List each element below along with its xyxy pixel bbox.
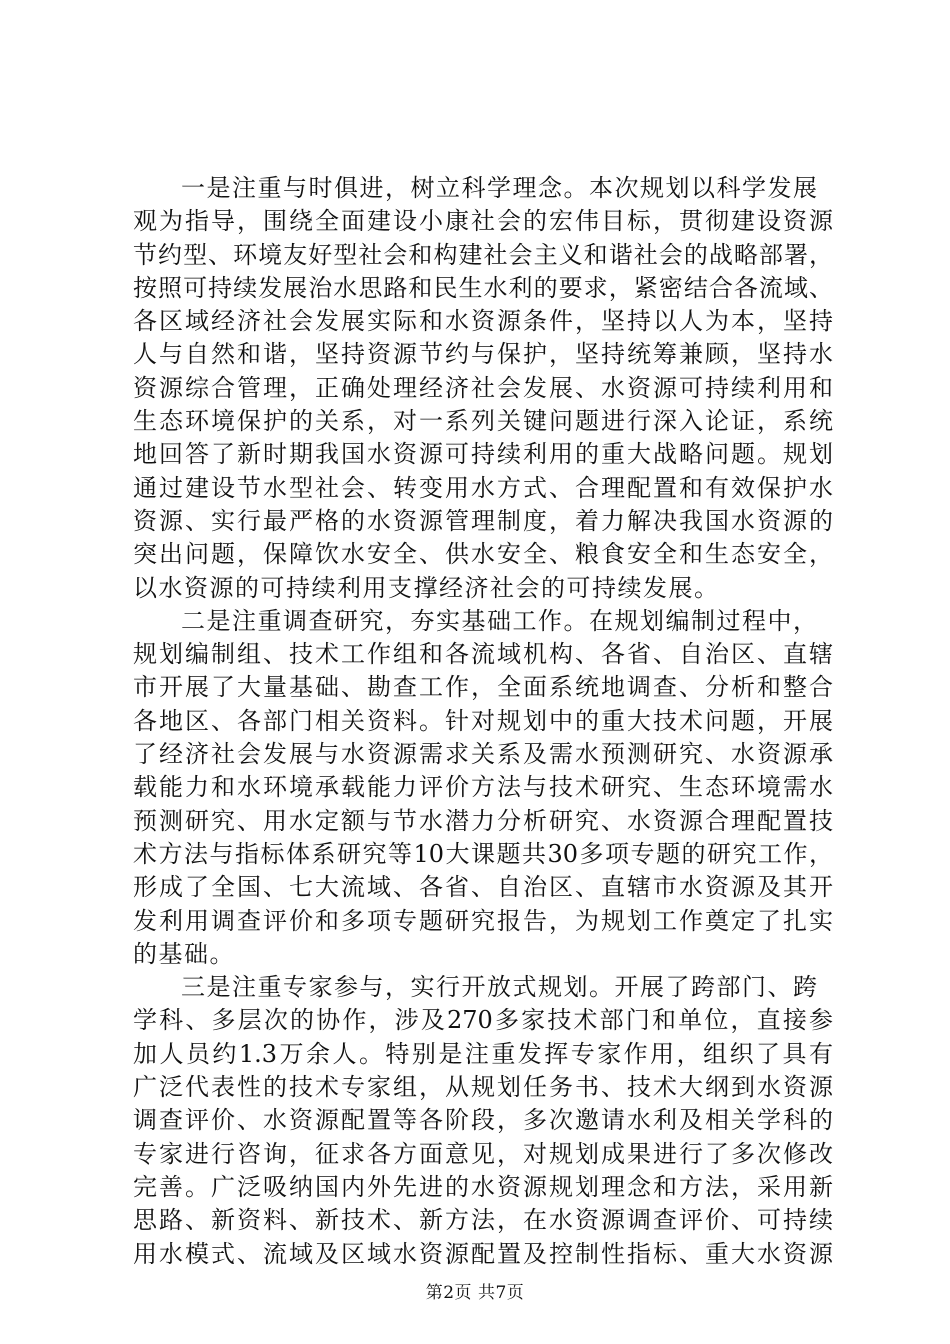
paragraph-1-line: 一是注重与时俱进，树立科学理念。本次规划以科学发展: [181, 174, 819, 202]
paragraph-1-line: 资源、实行最严格的水资源管理制度，着力解决我国水资源的: [133, 506, 833, 535]
paragraph-2-line: 规划编制组、技术工作组和各流域机构、各省、自治区、直辖: [133, 640, 833, 669]
paragraph-2-line: 术方法与指标体系研究等10大课题共30多项专题的研究工作，: [133, 839, 833, 868]
paragraph-1-line: 生态环境保护的关系，对一系列关键问题进行深入论证，系统: [133, 407, 833, 436]
paragraph-1-line: 地回答了新时期我国水资源可持续利用的重大战略问题。规划: [133, 440, 833, 469]
paragraph-2-line: 市开展了大量基础、勘查工作，全面系统地调查、分析和整合: [133, 673, 833, 702]
paragraph-2-line: 二是注重调查研究，夯实基础工作。在规划编制过程中，: [181, 606, 819, 635]
page-number-footer: 第2页 共7页: [425, 1283, 525, 1303]
paragraph-3-line: 用水模式、流域及区域水资源配置及控制性指标、重大水资源: [133, 1239, 833, 1268]
paragraph-1-line: 突出问题，保障饮水安全、供水安全、粮食安全和生态安全，: [133, 540, 833, 569]
paragraph-2-last-line: 的基础。: [133, 939, 235, 968]
paragraph-2-line: 载能力和水环境承载能力评价方法与技术研究、生态环境需水: [133, 773, 833, 802]
paragraph-1-line: 节约型、环境友好型社会和构建社会主义和谐社会的战略部署，: [133, 240, 833, 269]
paragraph-1-last-line: 以水资源的可持续利用支撑经济社会的可持续发展。: [133, 573, 720, 602]
paragraph-1-line: 资源综合管理，正确处理经济社会发展、水资源可持续利用和: [133, 373, 833, 402]
document-body: [133, 172, 833, 1271]
paragraph-3-line: 专家进行咨询，征求各方面意见，对规划成果进行了多次修改: [133, 1139, 833, 1168]
paragraph-1-line: 通过建设节水型社会、转变用水方式、合理配置和有效保护水: [133, 473, 833, 502]
paragraph-3-line: 加人员约1.3万余人。特别是注重发挥专家作用，组织了具有: [133, 1039, 833, 1068]
paragraph-1-line: 按照可持续发展治水思路和民生水利的要求，紧密结合各流域、: [133, 273, 833, 302]
paragraph-2-line: 形成了全国、七大流域、各省、自治区、直辖市水资源及其开: [133, 873, 833, 902]
paragraph-3-line: 调查评价、水资源配置等各阶段，多次邀请水利及相关学科的: [133, 1106, 833, 1135]
paragraph-1-line: 观为指导，围绕全面建设小康社会的宏伟目标，贯彻建设资源: [133, 207, 833, 236]
paragraph-3-line: 广泛代表性的技术专家组，从规划任务书、技术大纲到水资源: [133, 1073, 833, 1102]
paragraph-2-line: 预测研究、用水定额与节水潜力分析研究、水资源合理配置技: [133, 806, 833, 835]
paragraph-1-line: 人与自然和谐，坚持资源节约与保护，坚持统筹兼顾，坚持水: [133, 340, 833, 369]
paragraph-1-line: 各区域经济社会发展实际和水资源条件，坚持以人为本，坚持: [133, 307, 833, 336]
paragraph-3-line: 思路、新资料、新技术、新方法，在水资源调查评价、可持续: [133, 1206, 833, 1235]
paragraph-2-line: 发利用调查评价和多项专题研究报告，为规划工作奠定了扎实: [133, 906, 833, 935]
paragraph-3-line: 完善。广泛吸纳国内外先进的水资源规划理念和方法，采用新: [133, 1172, 833, 1201]
paragraph-2-line: 各地区、各部门相关资料。针对规划中的重大技术问题，开展: [133, 706, 833, 735]
paragraph-3-line: 三是注重专家参与，实行开放式规划。开展了跨部门、跨: [181, 973, 819, 1002]
paragraph-3-line: 学科、多层次的协作，涉及270多家技术部门和单位，直接参: [133, 1006, 833, 1035]
paragraph-2-line: 了经济社会发展与水资源需求关系及需水预测研究、水资源承: [133, 740, 833, 769]
